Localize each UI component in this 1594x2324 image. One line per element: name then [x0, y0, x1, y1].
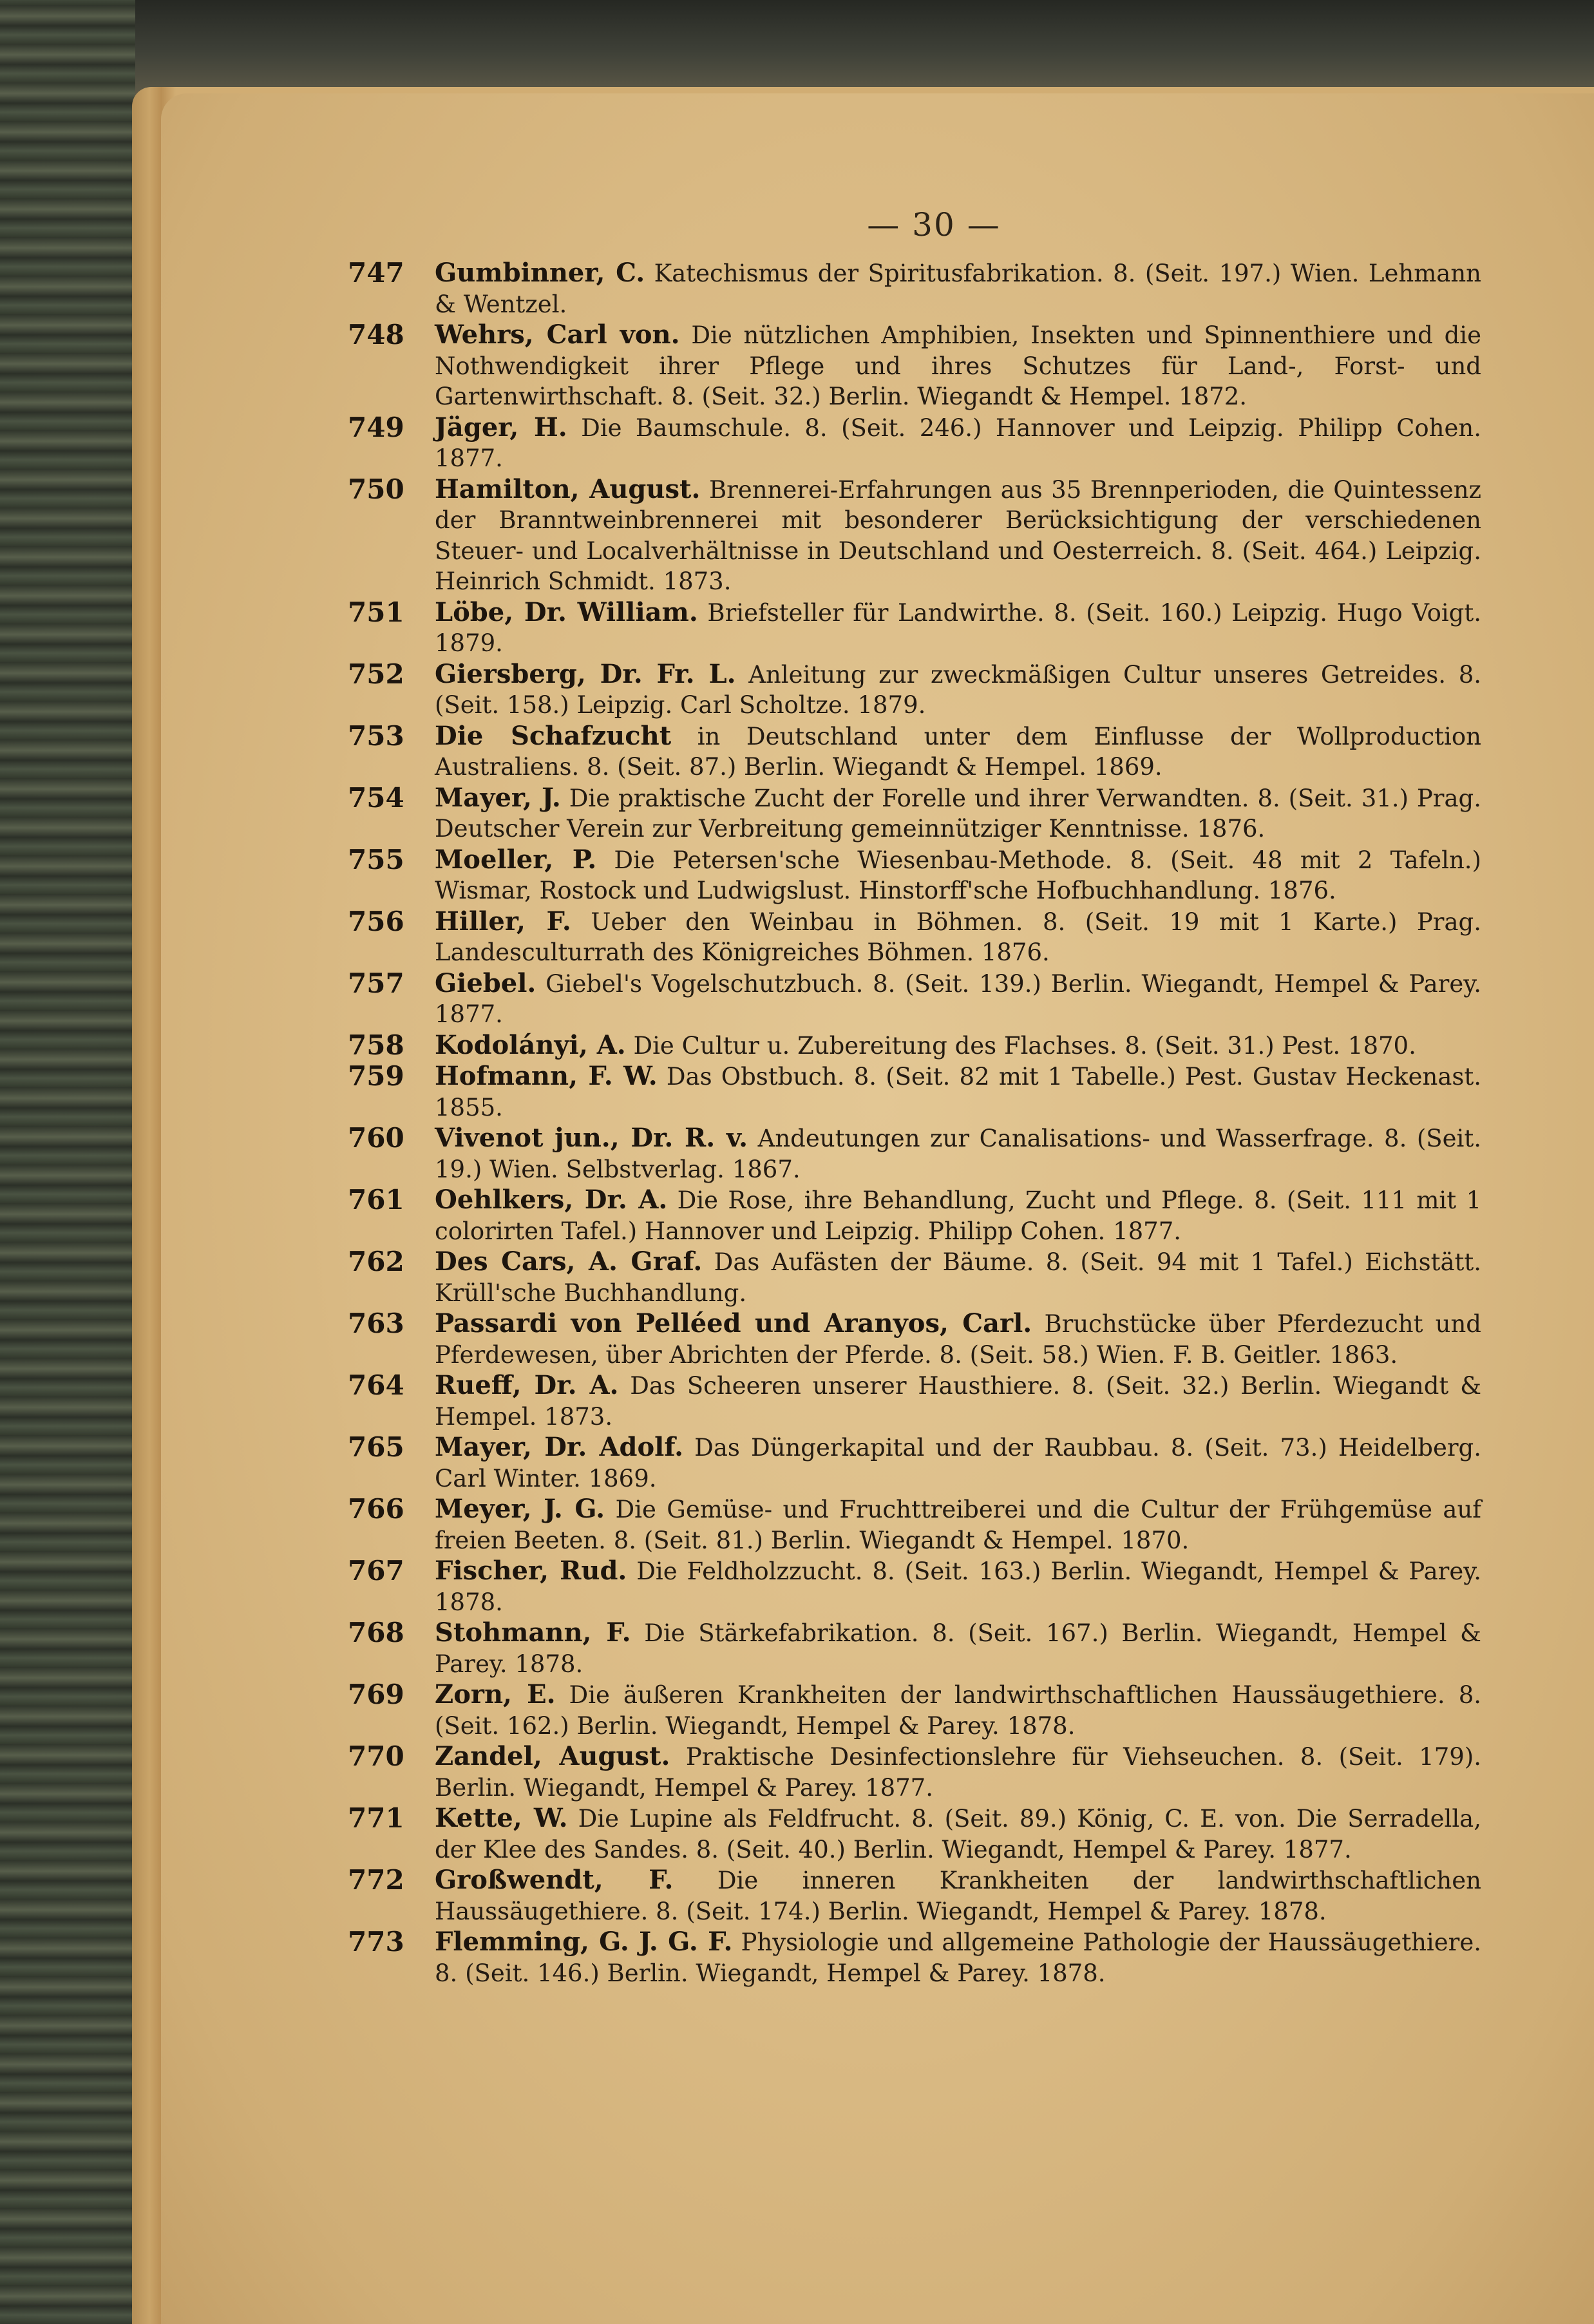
- catalogue-entry: [348, 1123, 1481, 1185]
- catalogue-entries: [348, 258, 1481, 1988]
- entry-number: 763: [348, 1308, 404, 1339]
- entry-description: Andeutungen zur Canalisations- und Wasserfrage. 8. (Seit. 19.) Wien. Selbstverlag. 1867.: [435, 1125, 1482, 1183]
- catalogue-entry: [348, 1061, 1481, 1123]
- catalogue-entry: [348, 1803, 1481, 1865]
- entry-number: 761: [348, 1184, 404, 1215]
- entry-description: Das Aufästen der Bäume. 8. (Seit. 94 mit 1 Tafel.) Eichstätt. Krüll'sche Buchhandlung.: [435, 1248, 1481, 1307]
- entry-number: 748: [348, 319, 404, 350]
- catalogue-entry: [348, 1741, 1481, 1803]
- entry-description: Die Petersen'sche Wiesenbau-Methode. 8. (Seit. 48 mit 2 Tafeln.) Wismar, Rostock und Ludwigslust. Hinstorff'sche Hofbuchhandlung. 1876.: [435, 846, 1481, 904]
- catalogue-entry: [348, 1679, 1481, 1741]
- entry-author: Mayer, J.: [435, 782, 561, 813]
- book-binding-top: [0, 0, 1594, 97]
- catalogue-entry: [348, 258, 1481, 319]
- catalogue-entry: [348, 1865, 1481, 1927]
- entry-number: 759: [348, 1060, 404, 1092]
- entry-number: 749: [348, 411, 404, 443]
- catalogue-entry: [348, 597, 1481, 659]
- catalogue-entry: [348, 968, 1481, 1030]
- catalogue-entry: [348, 1185, 1481, 1246]
- entry-description: Die nützlichen Amphibien, Insekten und Spinnenthiere und die Nothwendigkeit ihrer Pflege und ihres Schutzes für Land-, Forst- und Gartenwirthschaft. 8. (Seit. 32.) Berlin. Wiegandt & Hempel. 1872.: [435, 321, 1481, 410]
- entry-author: Hamilton, August.: [435, 473, 701, 504]
- entry-number: 755: [348, 843, 404, 875]
- entry-number: 756: [348, 905, 404, 937]
- entry-description: Anleitung zur zweckmäßigen Cultur unseres Getreides. 8. (Seit. 158.) Leipzig. Carl Scholtze. 1879.: [435, 660, 1481, 719]
- catalogue-entry: [348, 1432, 1481, 1494]
- catalogue-entry: [348, 659, 1481, 721]
- entry-author: Des Cars, A. Graf.: [435, 1246, 703, 1277]
- entry-description: Briefsteller für Landwirthe. 8. (Seit. 160.) Leipzig. Hugo Voigt. 1879.: [435, 598, 1482, 657]
- entry-description: Die inneren Krankheiten der landwirthschaftlichen Haussäugethiere. 8. (Seit. 174.) Berlin. Wiegandt, Hempel & Parey. 1878.: [435, 1867, 1481, 1925]
- entry-author: Hiller, F.: [435, 906, 571, 937]
- entry-number: 765: [348, 1431, 404, 1463]
- entry-number: 762: [348, 1246, 404, 1277]
- entry-description: Die Rose, ihre Behandlung, Zucht und Pflege. 8. (Seit. 111 mit 1 colorirten Tafel.) Hannover und Leipzig. Philipp Cohen. 1877.: [435, 1186, 1482, 1245]
- entry-number: 773: [348, 1926, 404, 1957]
- catalogue-entry: [348, 1494, 1481, 1556]
- catalogue-entry: [348, 1927, 1481, 1988]
- entry-number: 750: [348, 473, 404, 505]
- catalogue-entry: [348, 1617, 1481, 1679]
- entry-description: Die Baumschule. 8. (Seit. 246.) Hannover und Leipzig. Philipp Cohen. 1877.: [435, 414, 1481, 472]
- entry-description: Giebel's Vogelschutzbuch. 8. (Seit. 139.) Berlin. Wiegandt, Hempel & Parey. 1877.: [435, 969, 1481, 1028]
- entry-author: Löbe, Dr. William.: [435, 596, 698, 627]
- entry-number: 754: [348, 781, 404, 814]
- catalogue-entry: [348, 319, 1481, 412]
- entry-number: 757: [348, 967, 404, 999]
- entry-author: Fischer, Rud.: [435, 1556, 627, 1586]
- entry-author: Vivenot jun., Dr. R. v.: [435, 1123, 748, 1153]
- entry-author: Oehlkers, Dr. A.: [435, 1185, 668, 1215]
- entry-author: Giersberg, Dr. Fr. L.: [435, 658, 736, 689]
- entry-number: 752: [348, 658, 404, 690]
- entry-author: Stohmann, F.: [435, 1617, 631, 1648]
- entry-number: 747: [348, 257, 404, 289]
- entry-author: Kette, W.: [435, 1803, 568, 1833]
- entry-number: 764: [348, 1369, 404, 1401]
- entry-author: Flemming, G. J. G. F.: [435, 1927, 733, 1957]
- entry-author: Die Schafzucht: [435, 720, 672, 751]
- entry-number: 772: [348, 1864, 404, 1896]
- entry-author: Jäger, H.: [435, 412, 567, 443]
- entry-number: 753: [348, 719, 404, 752]
- entry-description: Die Lupine als Feldfrucht. 8. (Seit. 89.) König, C. E. von. Die Serradella, der Klee des Sandes. 8. (Seit. 40.) Berlin. Wiegandt, Hempel & Parey. 1877.: [435, 1805, 1481, 1863]
- entry-description: Die äußeren Krankheiten der landwirthschaftlichen Haussäugethiere. 8. (Seit. 162.) Berlin. Wiegandt, Hempel & Parey. 1878.: [435, 1681, 1481, 1740]
- entry-description: Die Stärkefabrikation. 8. (Seit. 167.) Berlin. Wiegandt, Hempel & Parey. 1878.: [435, 1619, 1481, 1678]
- entry-number: 767: [348, 1555, 404, 1586]
- entry-description: Die praktische Zucht der Forelle und ihrer Verwandten. 8. (Seit. 31.) Prag. Deutscher Verein zur Verbreitung gemeinnütziger Kenntnisse. 1876.: [435, 784, 1481, 843]
- entry-description: Das Scheeren unserer Hausthiere. 8. (Seit. 32.) Berlin. Wiegandt & Hempel. 1873.: [435, 1372, 1481, 1431]
- entry-author: Mayer, Dr. Adolf.: [435, 1432, 684, 1462]
- entry-description: Bruchstücke über Pferdezucht und Pferdewesen, über Abrichten der Pferde. 8. (Seit. 58.) Wien. F. B. Geitler. 1863.: [435, 1310, 1481, 1369]
- catalogue-entry: [348, 1246, 1481, 1308]
- entry-number: 766: [348, 1493, 404, 1525]
- entry-number: 758: [348, 1029, 404, 1061]
- catalogue-entry: [348, 1030, 1481, 1062]
- catalogue-entry: [348, 474, 1481, 597]
- catalogue-entry: [348, 412, 1481, 474]
- page-number: — 30 —: [867, 206, 1001, 243]
- entry-author: Giebel.: [435, 967, 536, 998]
- entry-description: Das Düngerkapital und der Raubbau. 8. (Seit. 73.) Heidelberg. Carl Winter. 1869.: [435, 1434, 1481, 1492]
- entry-number: 770: [348, 1740, 404, 1772]
- entry-description: Katechismus der Spiritusfabrikation. 8. (Seit. 197.) Wien. Lehmann & Wentzel.: [435, 260, 1481, 318]
- entry-description: Physiologie und allgemeine Pathologie der Haussäugethiere. 8. (Seit. 146.) Berlin. Wiegandt, Hempel & Parey. 1878.: [435, 1929, 1482, 1987]
- entry-author: Rueff, Dr. A.: [435, 1370, 619, 1400]
- entry-author: Moeller, P.: [435, 844, 597, 875]
- catalogue-entry: [348, 783, 1481, 844]
- entry-author: Hofmann, F. W.: [435, 1061, 658, 1091]
- entry-author: Wehrs, Carl von.: [435, 319, 680, 350]
- catalogue-entry: [348, 721, 1481, 783]
- entry-author: Passardi von Pelléed und Aranyos, Carl.: [435, 1308, 1032, 1338]
- book-spine: [0, 0, 135, 2324]
- entry-number: 769: [348, 1679, 404, 1710]
- catalogue-entry: [348, 844, 1481, 906]
- catalogue-entry: [348, 1370, 1481, 1432]
- entry-author: Meyer, J. G.: [435, 1494, 605, 1524]
- entry-author: Gumbinner, C.: [435, 258, 645, 288]
- entry-description: Die Cultur u. Zubereitung des Flachses. 8. (Seit. 31.) Pest. 1870.: [633, 1031, 1416, 1060]
- entry-author: Kodolányi, A.: [435, 1029, 626, 1060]
- catalogue-entry: [348, 1556, 1481, 1617]
- entry-description: Praktische Desinfectionslehre für Viehseuchen. 8. (Seit. 179). Berlin. Wiegandt, Hempel & Parey. 1877.: [435, 1743, 1481, 1802]
- entry-number: 771: [348, 1802, 404, 1834]
- entry-number: 751: [348, 596, 404, 628]
- entry-author: Zorn, E.: [435, 1679, 556, 1710]
- entry-author: Zandel, August.: [435, 1741, 670, 1771]
- entry-description: Ueber den Weinbau in Böhmen. 8. (Seit. 19 mit 1 Karte.) Prag. Landesculturrath des Königreiches Böhmen. 1876.: [435, 908, 1481, 966]
- entry-description: Brennerei-Erfahrungen aus 35 Brennperioden, die Quintessenz der Branntweinbrennerei mit besonderer Berücksichtigung der verschiedenen Steuer- und Localverhältnisse in Deutschland und Oesterreich. 8. (Seit. 464.) Leipzig. Heinrich Schmidt. 1873.: [435, 475, 1482, 595]
- entry-description: in Deutschland unter dem Einflusse der Wollproduction Australiens. 8. (Seit. 87.) Berlin. Wiegandt & Hempel. 1869.: [435, 722, 1481, 781]
- catalogue-entry: [348, 906, 1481, 968]
- entry-number: 760: [348, 1122, 404, 1154]
- entry-description: Die Feldholzzucht. 8. (Seit. 163.) Berlin. Wiegandt, Hempel & Parey. 1878.: [435, 1557, 1482, 1616]
- entry-author: Großwendt, F.: [435, 1865, 674, 1895]
- catalogue-entry: [348, 1308, 1481, 1370]
- entry-description: Die Gemüse- und Fruchttreiberei und die Cultur der Frühgemüse auf freien Beeten. 8. (Seit. 81.) Berlin. Wiegandt & Hempel. 1870.: [435, 1496, 1482, 1554]
- entry-number: 768: [348, 1617, 404, 1648]
- entry-description: Das Obstbuch. 8. (Seit. 82 mit 1 Tabelle.) Pest. Gustav Heckenast. 1855.: [435, 1063, 1482, 1121]
